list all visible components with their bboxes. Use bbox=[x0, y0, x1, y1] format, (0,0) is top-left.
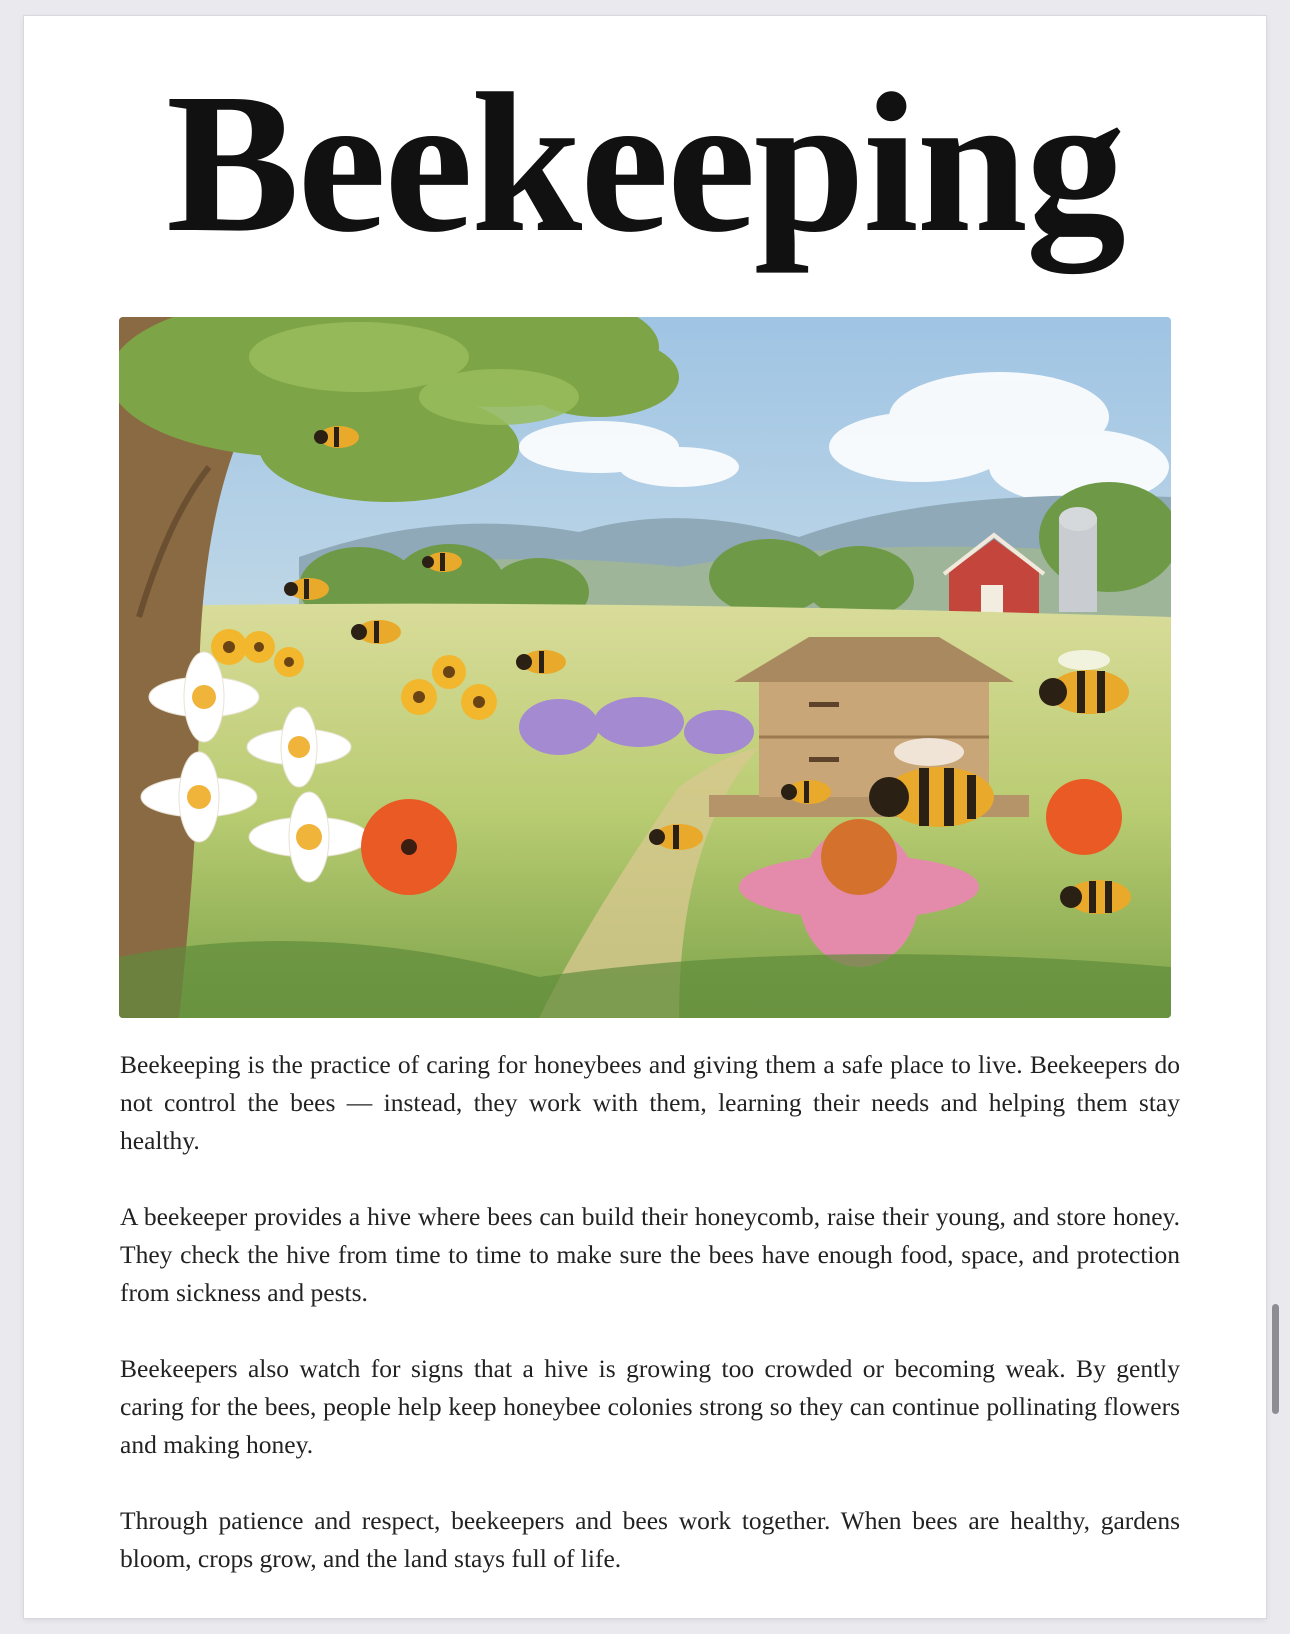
hero-illustration bbox=[119, 317, 1171, 1018]
vertical-scrollbar[interactable] bbox=[1272, 1304, 1279, 1414]
beekeeping-meadow-icon bbox=[119, 317, 1171, 1018]
paragraph-4: Through patience and respect, beekeepers and bees work together. When bees are healthy, gardens bloom, crops grow, and the land stays full of life. bbox=[120, 1506, 1180, 1573]
paragraph-2: A beekeeper provides a hive where bees can build their honeycomb, raise their young, and store honey. They check the hive from time to time to make sure the bees have enough food, space, and protection from sickness and pests. bbox=[120, 1202, 1180, 1307]
paragraph-1: Beekeeping is the practice of caring for honeybees and giving them a safe place to live. Beekeepers do not control the bees — instead, they work with them, learning their needs and helping them stay healthy. bbox=[120, 1050, 1180, 1155]
document-page bbox=[24, 16, 1266, 1618]
paragraph-3: Beekeepers also watch for signs that a hive is growing too crowded or becoming weak. By gently caring for the bees, people help keep honeybee colonies strong so they can continue pollinating flowers and making honey. bbox=[120, 1354, 1180, 1459]
page-title: Beekeeping bbox=[166, 53, 1124, 274]
article-body bbox=[120, 1046, 1180, 1616]
